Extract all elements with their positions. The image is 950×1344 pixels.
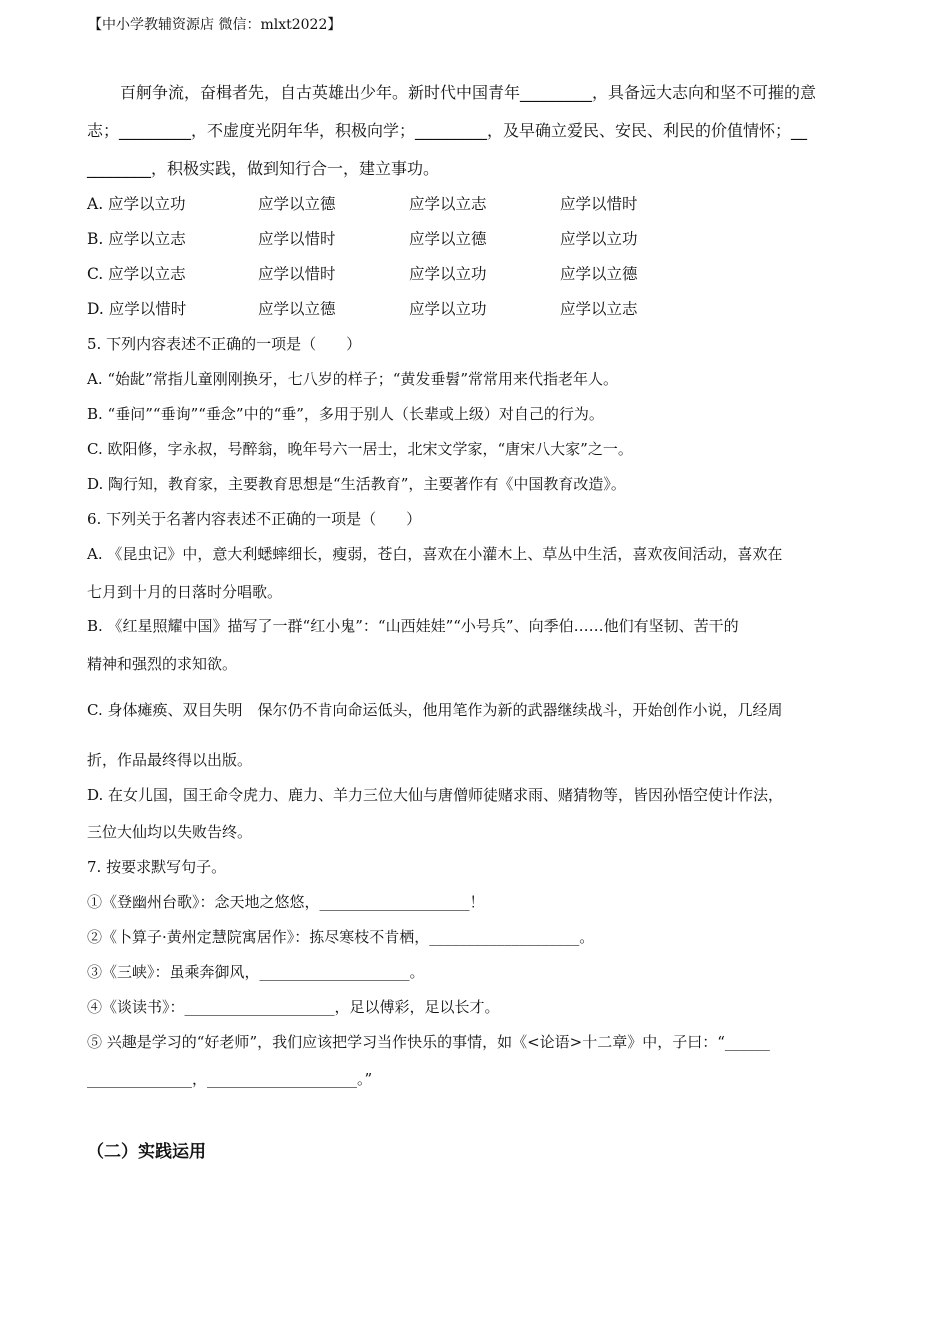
option-blank-2: 应学以立德 xyxy=(258,300,336,318)
option-blank-4: 应学以惜时 xyxy=(560,195,638,213)
q7-item-4: ④《谈读书》：____________________，足以傅彩，足以长才。 xyxy=(87,998,500,1016)
option-blank-2: 应学以惜时 xyxy=(258,230,336,248)
option-blank-4: 应学以立志 xyxy=(560,300,638,318)
section-title: （二）实践运用 xyxy=(87,1142,206,1162)
q7-item-2: ②《卜算子·黄州定慧院寓居作》：拣尽寒枝不肯栖，____________________。 xyxy=(87,928,595,946)
option-label: D. 应学以惜时 xyxy=(87,300,187,318)
q6-option-b-line1: B. 《红星照耀中国》描写了一群“红小鬼”：“山西娃娃”“小号兵”、向季伯……他们有坚韧、苦干的 xyxy=(87,617,739,635)
option-label: B. 应学以立志 xyxy=(87,230,186,248)
q5-option-b: B. “垂问”“垂询”“垂念”中的“垂”，多用于别人（长辈或上级）对自己的行为。 xyxy=(87,405,604,423)
q6-option-a-line1: A. 《昆虫记》中，意大利蟋蟀细长，瘦弱，苍白，喜欢在小灌木上、草丛中生活，喜欢夜间活动，喜欢在 xyxy=(87,545,783,563)
passage-line-3: ________，积极实践，做到知行合一，建立事功。 xyxy=(87,159,440,178)
passage-line-1: 百舸争流，奋楫者先，自古英雄出少年。新时代中国青年_________，具备远大志向和坚不可摧的意 xyxy=(120,83,817,102)
q5-option-a: A. “始龀”常指儿童刚刚换牙，七八岁的样子；“黄发垂髫”常常用来代指老年人。 xyxy=(87,370,619,388)
q6-option-c-line2: 折，作品最终得以出版。 xyxy=(87,751,253,769)
q6-option-a-line2: 七月到十月的日落时分唱歌。 xyxy=(87,583,283,601)
option-label: A. 应学以立功 xyxy=(87,195,186,213)
option-blank-3: 应学以立功 xyxy=(409,300,487,318)
q7-item-1: ①《登幽州台歌》：念天地之悠悠，____________________！ xyxy=(87,893,485,911)
option-blank-2: 应学以惜时 xyxy=(258,265,336,283)
q5-stem: 5. 下列内容表述不正确的一项是（ ） xyxy=(87,335,362,353)
q7-item-5-line2: ______________，____________________。” xyxy=(87,1070,373,1088)
option-blank-3: 应学以立功 xyxy=(409,265,487,283)
q6-option-c-line1: C. 身体瘫痪、双目失明 保尔仍不肯向命运低头，他用笔作为新的武器继续战斗，开始创作小说，几经周 xyxy=(87,701,783,719)
option-blank-3: 应学以立志 xyxy=(409,195,487,213)
q6-option-b-line2: 精神和强烈的求知欲。 xyxy=(87,655,238,673)
page-header: 【中小学教辅资源店 微信：mlxt2022】 xyxy=(88,17,342,33)
passage-line-2: 志；_________，不虚度光阴年华，积极向学；_________，及早确立爱民、安民、利民的价值情怀；__ xyxy=(87,121,808,140)
option-blank-4: 应学以立德 xyxy=(560,265,638,283)
q6-option-d-line2: 三位大仙均以失败告终。 xyxy=(87,823,253,841)
option-blank-2: 应学以立德 xyxy=(258,195,336,213)
q5-option-d: D. 陶行知，教育家，主要教育思想是“生活教育”，主要著作有《中国教育改造》。 xyxy=(87,475,626,493)
q7-stem: 7. 按要求默写句子。 xyxy=(87,858,227,876)
option-blank-4: 应学以立功 xyxy=(560,230,638,248)
option-label: C. 应学以立志 xyxy=(87,265,186,283)
q5-option-c: C. 欧阳修，字永叔，号醉翁，晚年号六一居士，北宋文学家，“唐宋八大家”之一。 xyxy=(87,440,633,458)
q7-item-3: ③《三峡》：虽乘奔御风，____________________。 xyxy=(87,963,425,981)
q6-stem: 6. 下列关于名著内容表述不正确的一项是（ ） xyxy=(87,510,422,528)
option-blank-3: 应学以立德 xyxy=(409,230,487,248)
q7-item-5-line1: ⑤ 兴趣是学习的“好老师”，我们应该把学习当作快乐的事情，如《<论语>十二章》中，子曰：“______ xyxy=(87,1033,770,1051)
q6-option-d-line1: D. 在女儿国，国王命令虎力、鹿力、羊力三位大仙与唐僧师徒赌求雨、赌猜物等，皆因孙悟空使计作法， xyxy=(87,786,784,804)
